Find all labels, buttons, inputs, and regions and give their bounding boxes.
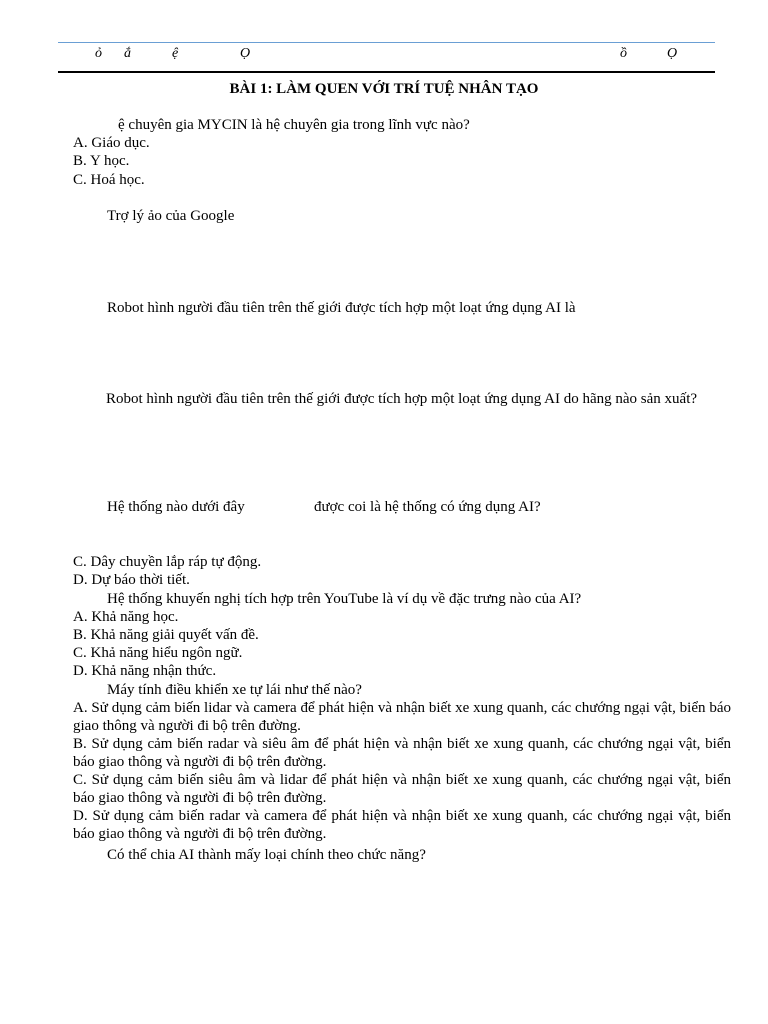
option-6b: B. Khả năng giải quyết vấn đề.: [73, 627, 259, 643]
option-7d: D. Sử dụng cảm biến radar và camera để phát hiện và nhận biết xe xung quanh, các chướng ngại vật, biển báo giao thông và người đi bộ trên đường.: [73, 808, 731, 842]
option-5d: D. Dự báo thời tiết.: [73, 572, 190, 588]
question-5-part1: Hệ thống nào dưới đây: [107, 499, 245, 515]
question-2: Trợ lý ảo của Google: [107, 208, 235, 224]
question-4-text: Robot hình người đầu tiên trên thế giới được tích hợp một loạt ứng dụng AI do hãng nào sản xuất?: [106, 391, 698, 407]
option-6d: D. Khả năng nhận thức.: [73, 663, 217, 679]
option-1c: C. Hoá học.: [73, 172, 145, 188]
option-1b: B. Y học.: [73, 153, 130, 169]
header-mark: ỏ: [95, 46, 102, 61]
question-3: Robot hình người đầu tiên trên thế giới được tích hợp một loạt ứng dụng AI là: [107, 300, 576, 316]
header-bottom-rule: [58, 71, 715, 73]
question-7: Máy tính điều khiển xe tự lái như thế nào?: [107, 682, 362, 698]
header-mark: Ọ: [240, 46, 251, 61]
option-5c: C. Dây chuyền lắp ráp tự động.: [73, 554, 262, 570]
option-7b: B. Sử dụng cảm biến radar và siêu âm để phát hiện và nhận biết xe xung quanh, các chướng ngại vật, biển báo giao thông và người đi bộ trên đường.: [73, 736, 731, 770]
question-6: Hệ thống khuyến nghị tích hợp trên YouTube là ví dụ về đặc trưng nào của AI?: [107, 591, 582, 607]
header-mark: Ọ: [667, 46, 678, 61]
header-mark: ồ: [620, 46, 627, 61]
header-mark: ệ: [172, 46, 179, 61]
option-6c: C. Khả năng hiểu ngôn ngữ.: [73, 645, 243, 661]
header-mark: ắ: [124, 46, 131, 61]
option-6a: A. Khả năng học.: [73, 609, 179, 625]
question-5-part2: được coi là hệ thống có ứng dụng AI?: [314, 499, 541, 515]
question-1: ệ chuyên gia MYCIN là hệ chuyên gia trong lĩnh vực nào?: [118, 117, 470, 133]
question-4: [53, 390, 733, 408]
option-7c: C. Sử dụng cảm biến siêu âm và lidar để phát hiện và nhận biết xe xung quanh, các chướng ngại vật, biển báo giao thông và người đi bộ trên đường.: [73, 772, 731, 806]
header-top-rule: [58, 42, 715, 43]
option-1a: A. Giáo dục.: [73, 135, 150, 151]
question-8: Có thể chia AI thành mấy loại chính theo chức năng?: [107, 847, 426, 863]
option-7a: A. Sử dụng cảm biến lidar và camera để phát hiện và nhận biết xe xung quanh, các chướng ngại vật, biển báo giao thông và người đi bộ trên đường.: [73, 700, 731, 734]
page-title: BÀI 1: LÀM QUEN VỚI TRÍ TUỆ NHÂN TẠO: [229, 81, 539, 97]
